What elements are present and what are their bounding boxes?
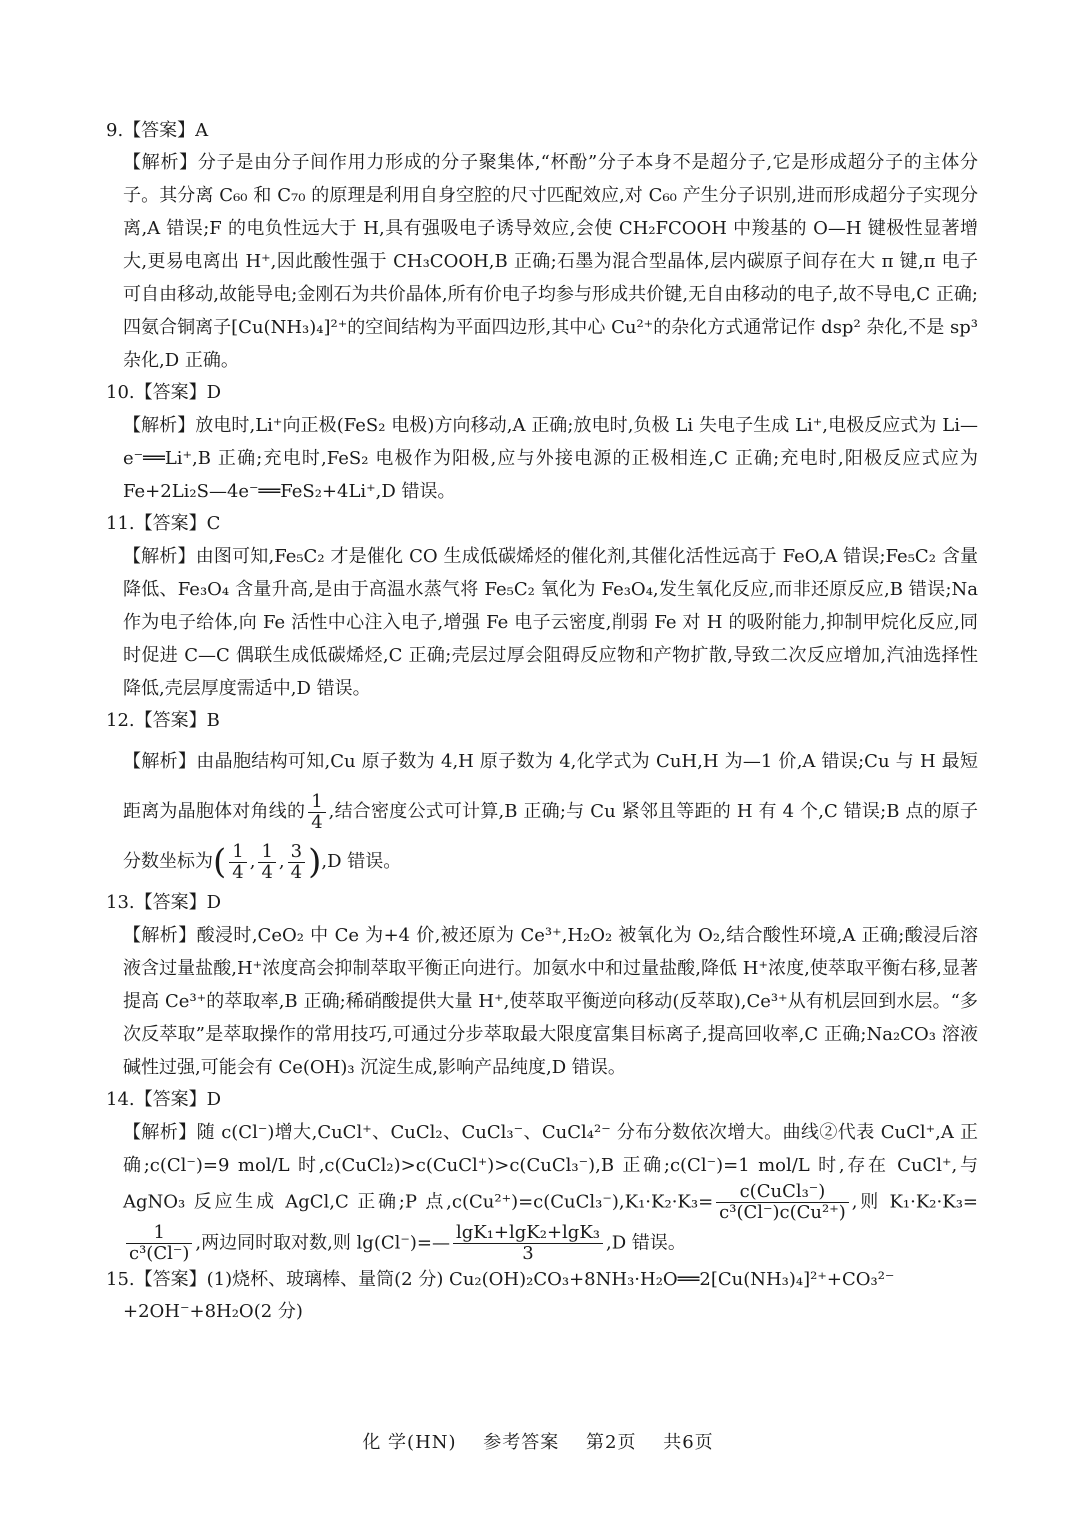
- question-12: [106, 705, 978, 887]
- answer-head: 9.【答案】A: [106, 120, 209, 141]
- right-paren: ): [308, 842, 322, 882]
- analysis-text-a: 由晶胞结构可知,Cu 原子数为 4,H 原子数为 4,化学式为 CuH,H 为—1 价,A 错误;Cu 与 H 最短距离为晶胞体对角线的: [123, 751, 979, 822]
- analysis-paragraph: 【解析】由晶胞结构可知,Cu 原子数为 4,H 原子数为 4,化学式为 CuH,H 为—1 价,A 错误;Cu 与 H 最短距离为晶胞体对角线的 $\frac{1}{4}$ ,结合密度公式可计算,B 正确;与 Cu 紧邻且等距的 H 有 4 个,C 错误;B 点的原子分数坐标为( $\frac{1}{4}$ , $\frac{1}{4}$ , $\frac{3}{4}$ ),D 错误。: [123, 751, 979, 883]
- minus-sign: —: [431, 1232, 450, 1254]
- analysis-paragraph: [123, 1116, 978, 1264]
- analysis-text-c: ,两边同时取对数,则 lg(Cl⁻)=: [195, 1232, 432, 1254]
- answer-continuation: +2OH⁻+8H₂O(2 分): [123, 1301, 303, 1322]
- question-13: [106, 887, 978, 1084]
- analysis-text-b: ,结合密度公式可计算,B 正确;与 Cu 紧邻且等距的 H 有 4 个,C 错误;B 点的原子分数坐标为: [123, 801, 979, 872]
- question-14: [106, 1084, 978, 1264]
- analysis-label: 【解析】: [123, 152, 198, 173]
- question-15: [106, 1264, 978, 1328]
- analysis-label: 【解析】: [123, 1122, 197, 1143]
- analysis-text-b: ,则 K₁·K₂·K₃=: [851, 1191, 978, 1213]
- analysis-label: 【解析】: [123, 415, 196, 436]
- footer-doc: 参考答案: [483, 1432, 560, 1453]
- analysis-paragraph: [123, 540, 978, 705]
- analysis-text: 放电时,Li⁺向正极(FeS₂ 电极)方向移动,A 正确;放电时,负极 Li 失电子生成 Li⁺,电极反应式为 Li—e⁻══Li⁺,B 正确;充电时,FeS₂ 电极作为阳极,应与外接电源的正极相连,C 正确;充电时,阳极反应式应为 Fe+2Li₂S—4e⁻══FeS₂+4Li⁺,D 错误。: [123, 415, 978, 502]
- analysis-paragraph: [123, 919, 978, 1084]
- answer-head: 13.【答案】D: [106, 892, 222, 913]
- footer-subject: 化 学(HN): [362, 1432, 457, 1453]
- analysis-paragraph: [123, 409, 978, 508]
- coord-x: $\frac{1}{4}$: [229, 842, 246, 883]
- analysis-label: 【解析】: [123, 925, 197, 946]
- analysis-text-d: ,D 错误。: [605, 1232, 686, 1254]
- fraction-numerator: 1: [308, 792, 325, 813]
- answer-head: 14.【答案】D: [106, 1089, 222, 1110]
- analysis-label: 【解析】: [123, 751, 197, 772]
- analysis-text-a: 随 c(Cl⁻)增大,CuCl⁺、CuCl₂、CuCl₃⁻、CuCl₄²⁻ 分布分数依次增大。曲线②代表 CuCl⁺,A 正确;c(Cl⁻)=9 mol/L 时,c(CuCl₂)>c(CuCl⁺)>c(CuCl₃⁻),B 正确;c(Cl⁻)=1 mol/L 时,存在 CuCl⁺,与 AgNO₃ 反应生成 AgCl,C 正确;P 点,c(Cu²⁺)=c(CuCl₃⁻),K₁·K₂·K₃=: [123, 1122, 979, 1213]
- answer-head: 15.【答案】(1)烧杯、玻璃棒、量筒(2 分) Cu₂(OH)₂CO₃+8NH₃·H₂O══2[Cu(NH₃)₄]²⁺+CO₃²⁻: [106, 1269, 895, 1290]
- analysis-text-c: ,D 错误。: [321, 851, 402, 872]
- left-paren: (: [213, 842, 227, 882]
- question-9: [106, 116, 978, 377]
- page-footer: [0, 1428, 1076, 1454]
- analysis-text: 分子是由分子间作用力形成的分子聚集体,“杯酚”分子本身不是超分子,它是形成超分子的主体分子。其分离 C₆₀ 和 C₇₀ 的原理是利用自身空腔的尺寸匹配效应,对 C₆₀ 产生分子识别,进而形成超分子实现分离,A 错误;F 的电负性远大于 H,具有强吸电子诱导效应,会使 CH₂FCOOH 中羧基的 O—H 键极性显著增大,更易电离出 H⁺,因此酸性强于 CH₃COOH,B 正确;石墨为混合型晶体,层内碳原子间存在大 π 键,π 电子可自由移动,故能导电;金刚石为共价晶体,所有价电子均参与形成共价键,无自由移动的电子,故不导电,C 正确;四氨合铜离子[Cu(NH₃)₄]²⁺的空间结构为平面四边形,其中心 Cu²⁺的杂化方式通常记作 dsp² 杂化,不是 sp³ 杂化,D 正确。: [123, 152, 979, 371]
- footer-page: 第2页: [586, 1432, 637, 1453]
- fraction-k-product: $\frac{\text{c(CuCl₃⁻)}}{\text{c³(Cl⁻)c(Cu²⁺)}}$: [716, 1182, 849, 1223]
- coord-y: $\frac{1}{4}$: [258, 842, 275, 883]
- fraction-lg-sum: $\frac{\text{lgK₁+lgK₂+lgK₃}}{3}$: [453, 1223, 603, 1264]
- fraction-one-quarter: [308, 792, 325, 833]
- analysis-paragraph: [123, 146, 978, 377]
- analysis-text: 由图可知,Fe₅C₂ 才是催化 CO 生成低碳烯烃的催化剂,其催化活性远高于 FeO,A 错误;Fe₅C₂ 含量降低、Fe₃O₄ 含量升高,是由于高温水蒸气将 Fe₅C₂ 氧化为 Fe₃O₄,发生氧化反应,而非还原反应,B 错误;Na 作为电子给体,向 Fe 活性中心注入电子,增强 Fe 电子云密度,削弱 Fe 对 H 的吸附能力,抑制甲烷化反应,同时促进 C—C 偶联生成低碳烯烃,C 正确;壳层过厚会阻碍反应物和产物扩散,导致二次反应增加,汽油选择性降低,壳层厚度需适中,D 错误。: [123, 546, 978, 699]
- footer-total: 共6页: [663, 1432, 714, 1453]
- question-11: [106, 508, 978, 705]
- fraction-denominator: 4: [311, 811, 323, 833]
- analysis-text: 酸浸时,CeO₂ 中 Ce 为+4 价,被还原为 Ce³⁺,H₂O₂ 被氧化为 O₂,结合酸性环境,A 正确;酸浸后溶液含过量盐酸,H⁺浓度高会抑制萃取平衡正向进行。加氨水中和过量盐酸,降低 H⁺浓度,使萃取平衡右移,显著提高 Ce³⁺的萃取率,B 正确;稀硝酸提供大量 H⁺,使萃取平衡逆向移动(反萃取),Ce³⁺从有机层回到水层。“多次反萃取”是萃取操作的常用技巧,可通过分步萃取最大限度富集目标离子,提高回收率,C 正确;Na₂CO₃ 溶液碱性过强,可能会有 Ce(OH)₃ 沉淀生成,影响产品纯度,D 错误。: [123, 925, 978, 1078]
- answer-head: 10.【答案】D: [106, 382, 222, 403]
- fraction-reciprocal: $\frac{1}{\text{c³(Cl⁻)}}$: [126, 1223, 192, 1264]
- coord-z: $\frac{3}{4}$: [288, 842, 305, 883]
- answer-head: 11.【答案】C: [106, 513, 221, 534]
- answer-head: 12.【答案】B: [106, 710, 220, 731]
- analysis-label: 【解析】: [123, 546, 196, 567]
- question-10: [106, 377, 978, 508]
- answer-content: [106, 116, 978, 1328]
